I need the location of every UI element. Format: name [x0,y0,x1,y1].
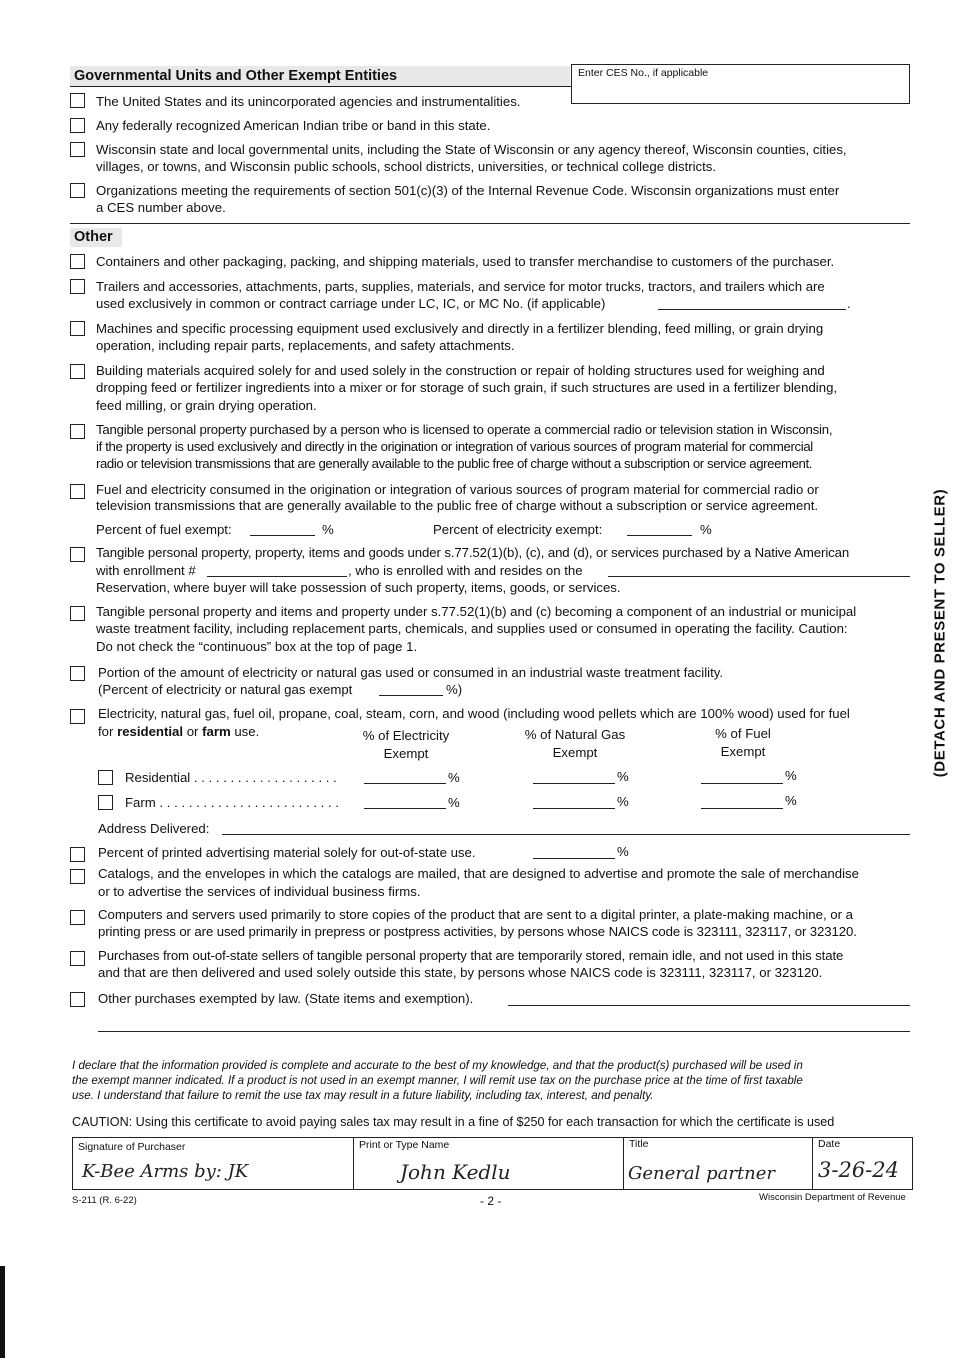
checkbox-printed-advertising[interactable] [70,847,85,862]
checkbox-portion-electricity[interactable] [70,666,85,681]
item-us-agencies: The United States and its unincorporated agencies and instrumentalities. [96,94,521,109]
item-radio-tv-3: radio or television transmissions that are generally available to the public free of charge without a subscription or service agreement. [96,456,813,471]
checkbox-501c3[interactable] [70,183,85,198]
checkbox-residential-farm[interactable] [70,709,85,724]
ces-number-field[interactable] [571,64,910,104]
item-radio-tv-2: if the property is used exclusively and directly in the origination or integration of various sources of program material for commercial [96,439,813,454]
checkbox-wi-government[interactable] [70,142,85,157]
ces-number-label: Enter CES No., if applicable [578,67,709,79]
item-building-1: Building materials acquired solely for and used solely in the construction or repair of holding structures used for weighing and [96,363,825,378]
item-building-2: dropping feed or fertilizer ingredients into a mixer or for storage of such grain, if such structures are used in a fertilizer blending, [96,380,838,395]
item-native-3: Reservation, where buyer will take possession of such property, items, goods, or services. [96,580,621,595]
col-electricity-header [346,727,466,762]
col-fuel-header [683,725,803,760]
col-fuel-1: % of Fuel [715,726,771,741]
farm-label: Farm . . . . . . . . . . . . . . . . . . . . . . . . . [125,795,339,810]
item-waste-3: Do not check the “continuous” box at the top of page 1. [96,639,418,654]
title-label: Title [629,1138,649,1150]
farm-electricity-field[interactable] [364,808,446,809]
printed-percent-field[interactable] [533,858,615,859]
item-res-2e: use. [230,724,260,739]
item-native-2a: with enrollment # [96,563,196,578]
department-name: Wisconsin Department of Revenue [759,1192,906,1203]
percent-sign: % [617,769,629,784]
percent-sign: % [448,795,460,810]
electricity-percent-label: Percent of electricity exempt: [433,522,603,537]
checkbox-out-of-state-purchases[interactable] [70,951,85,966]
form-number: S-211 (R. 6-22) [72,1195,137,1206]
checkbox-trailers[interactable] [70,279,85,294]
residential-bold: residential [117,724,184,739]
percent-sign: % [448,770,460,785]
date-field[interactable]: 3-26-24 [818,1158,899,1182]
checkbox-building[interactable] [70,364,85,379]
other-purchases-field-2[interactable] [98,1031,910,1032]
gov-header-rule [70,86,572,87]
checkbox-radio-tv[interactable] [70,424,85,439]
signature-label: Signature of Purchaser [78,1141,186,1153]
col-electricity-1: % of Electricity [362,728,450,743]
item-res-2a: for [98,724,118,739]
item-portion-2b: %) [446,682,463,697]
item-waste-2: waste treatment facility, including replacement parts, chemicals, and supplies used or consumed in operating the facility. Caution: [96,621,848,636]
gov-section-title: Governmental Units and Other Exempt Entities [74,68,398,84]
checkbox-farm[interactable] [98,795,113,810]
sig-divider-3 [812,1137,813,1190]
item-containers: Containers and other packaging, packing, and shipping materials, used to transfer merchandise to customers of the purchaser. [96,254,835,269]
fuel-percent-label: Percent of fuel exempt: [96,522,232,537]
checkbox-computers[interactable] [70,910,85,925]
item-building-3: feed milling, or grain drying operation. [96,398,317,413]
col-gas-header [510,726,640,761]
residential-electricity-field[interactable] [364,783,446,784]
caution-text: CAUTION: Using this certificate to avoid paying sales tax may result in a fine of $250 for each transaction for which the certificate is used [72,1115,835,1129]
item-machines-2: operation, including repair parts, replacements, and safety attachments. [96,338,515,353]
item-computers-1: Computers and servers used primarily to store copies of the product that are sent to a digital printer, a plate-making machine, or a [98,907,853,922]
other-section-title: Other [74,229,113,245]
checkbox-indian-tribe[interactable] [70,118,85,133]
percent-sign: % [785,793,797,808]
item-other-purchases: Other purchases exempted by law. (State items and exemption). [98,991,474,1006]
item-catalogs-1: Catalogs, and the envelopes in which the catalogs are mailed, that are designed to advertise and promote the sale of merchandise [98,866,859,881]
declaration-line-3: use. I understand that failure to remit the use tax may result in a future liability, including tax, interest, and penalty. [72,1089,654,1102]
address-delivered-field[interactable] [222,834,910,835]
declaration-line-1: I declare that the information provided is complete and accurate to the best of my knowledge, and that the product(s) purchased will be used in [72,1059,803,1072]
residential-fuel-field[interactable] [701,783,783,784]
electricity-percent-field[interactable] [627,535,692,536]
percent-sign: % [617,844,629,859]
item-purchases-2: and that are then delivered and used solely outside this state, by persons whose NAICS code is 323111, 323117, or 323120. [98,965,823,980]
print-name-label: Print or Type Name [359,1139,450,1151]
item-machines-1: Machines and specific processing equipment used exclusively and directly in a fertilizer blending, feed milling, or grain drying [96,321,824,336]
item-res-2 [98,723,259,741]
item-native-2b: , who is enrolled with and resides on the [348,563,583,578]
checkbox-catalogs[interactable] [70,869,85,884]
address-delivered-label: Address Delivered: [98,821,210,836]
col-gas-2: Exempt [552,744,598,760]
enrollment-number-field[interactable] [207,576,347,577]
item-purchases-1: Purchases from out-of-state sellers of tangible personal property that are temporarily stored, remain idle, and not used in this state [98,948,844,963]
detach-side-label [930,468,950,798]
item-501c3-1: Organizations meeting the requirements of section 501(c)(3) of the Internal Revenue Code. Wisconsin organizations must enter [96,183,840,198]
reservation-field[interactable] [608,576,910,577]
checkbox-residential[interactable] [98,770,113,785]
signature-field[interactable]: K-Bee Arms by: JK [82,1161,249,1182]
percent-sign: % [700,522,712,537]
item-computers-2: printing press or are used primarily in prepress or postpress activities, by persons whose NAICS code is 323111, 323117, or 323120. [98,924,857,939]
checkbox-fuel-electricity[interactable] [70,484,85,499]
checkbox-machines[interactable] [70,321,85,336]
item-res-1: Electricity, natural gas, fuel oil, propane, coal, steam, corn, and wood (including wood pellets which are 100% wood) used for fuel [98,706,850,721]
fuel-percent-field[interactable] [250,535,315,536]
item-radio-tv-1: Tangible personal property purchased by a person who is licensed to operate a commercial radio or television station in Wisconsin, [96,422,833,437]
item-res-2c: or [183,724,203,739]
checkbox-other-purchases[interactable] [70,992,85,1007]
sig-divider-1 [353,1137,354,1190]
page-number: - 2 - [480,1194,502,1208]
item-portion-1: Portion of the amount of electricity or natural gas used or consumed in an industrial waste treatment facility. [98,665,724,680]
print-name-field[interactable]: John Kedlu [400,1160,511,1184]
checkbox-containers[interactable] [70,254,85,269]
scan-edge-mark [0,1266,5,1358]
section-divider [70,223,910,224]
item-wi-government-1: Wisconsin state and local governmental units, including the State of Wisconsin or any agency thereof, Wisconsin counties, cities, [96,142,847,157]
item-wi-government-2: villages, or towns, and Wisconsin public schools, school districts, universities, or technical college districts. [96,159,717,174]
item-waste-1: Tangible personal property and items and property under s.77.52(1)(b) and (c) becoming a component of an industrial or municipal [96,604,857,619]
item-trailers-1: Trailers and accessories, attachments, parts, supplies, materials, and service for motor trucks, tractors, and trailers which are [96,279,825,294]
farm-fuel-field[interactable] [701,808,783,809]
item-indian-tribe: Any federally recognized American Indian tribe or band in this state. [96,118,491,133]
checkbox-us-agencies[interactable] [70,93,85,108]
declaration-line-2: the exempt manner indicated. If a product is not used in an exempt manner, I will remit use tax on the purchase price at the time of first taxable [72,1074,803,1087]
date-label: Date [818,1138,841,1150]
col-gas-1: % of Natural Gas [524,727,626,742]
residential-gas-field[interactable] [533,783,615,784]
percent-sign: % [617,794,629,809]
detach-side-label-text: (DETACH AND PRESENT TO SELLER) [931,488,949,778]
item-501c3-2: a CES number above. [96,200,226,215]
sig-divider-2 [623,1137,624,1190]
farm-gas-field[interactable] [533,808,615,809]
item-native-1: Tangible personal property, property, items and goods under s.77.52(1)(b), (c), and (d), or services purchased by a Native American [96,545,850,560]
declaration-text [72,1058,914,1103]
col-fuel-2: Exempt [720,743,766,759]
residential-label: Residential . . . . . . . . . . . . . . . . . . . . [125,770,337,785]
item-fuel-2: television transmissions that are generally available to the public free of charge without a subscription or service agreement. [96,498,819,513]
col-electricity-2: Exempt [383,745,429,761]
item-trailers-2: used exclusively in common or contract carriage under LC, IC, or MC No. (if applicable) [96,296,606,311]
percent-sign: % [322,522,334,537]
period: . [847,296,851,311]
portion-percent-field[interactable] [379,695,443,696]
farm-bold: farm [202,724,231,739]
item-portion-2a: (Percent of electricity or natural gas exempt [98,682,353,697]
carrier-number-field[interactable] [658,309,846,310]
other-purchases-field-1[interactable] [508,1005,910,1006]
percent-sign: % [785,768,797,783]
item-fuel-1: Fuel and electricity consumed in the origination or integration of various sources of program material for commercial radio or [96,482,819,497]
checkbox-waste-treatment[interactable] [70,606,85,621]
item-catalogs-2: or to advertise the services of individual business firms. [98,884,421,899]
item-printed: Percent of printed advertising material solely for out-of-state use. [98,845,476,860]
title-field[interactable]: General partner [628,1163,776,1184]
checkbox-native-american[interactable] [70,547,85,562]
